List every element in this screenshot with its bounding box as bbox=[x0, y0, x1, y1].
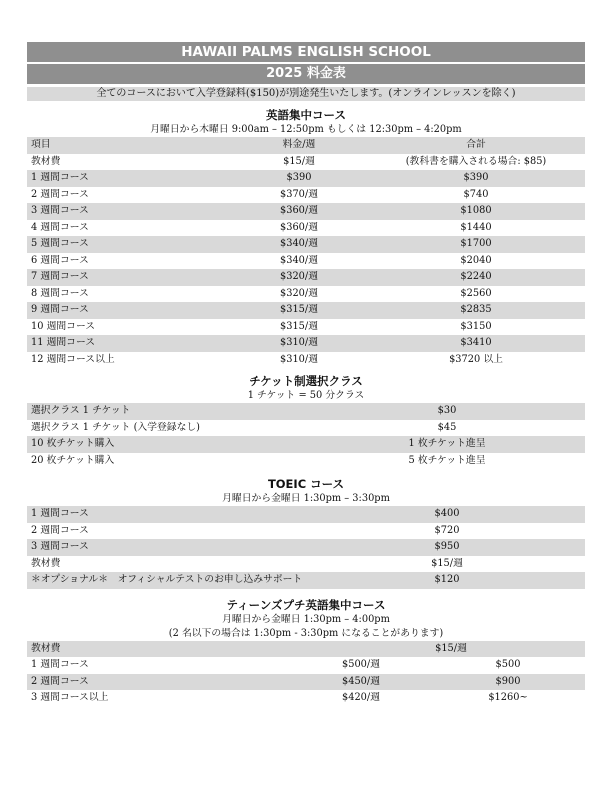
table-row bbox=[27, 674, 585, 691]
row-weekly: $320/週 bbox=[279, 271, 319, 282]
teens-table bbox=[27, 641, 585, 707]
table-row bbox=[27, 556, 585, 573]
row-total: $740 bbox=[463, 188, 489, 200]
row-label: 11 週間コース bbox=[31, 337, 96, 348]
ticket-table bbox=[27, 403, 585, 469]
row-label: 10 枚チケット購入 bbox=[31, 438, 115, 449]
row-weekly: $315/週 bbox=[279, 304, 319, 315]
table-row bbox=[27, 523, 585, 540]
row-weekly: $360/週 bbox=[279, 205, 319, 216]
header-weekly: 料金/週 bbox=[282, 139, 316, 150]
row-label: 2 週間コース bbox=[31, 188, 89, 200]
row-total: $2835 bbox=[460, 304, 492, 315]
row-weekly: $340/週 bbox=[279, 238, 319, 249]
ticket-subtitle: 1 チケット = 50 分クラス bbox=[247, 390, 365, 401]
row-weekly: $310/週 bbox=[279, 353, 319, 365]
row-label: 教材費 bbox=[31, 642, 61, 654]
row-weekly: $370/週 bbox=[279, 188, 319, 200]
table-row bbox=[27, 572, 585, 589]
teens-schedule: 月曜日から金曜日 1:30pm – 4:00pm bbox=[222, 613, 390, 625]
row-label: 教材費 bbox=[31, 155, 61, 167]
row-weekly: $390 bbox=[286, 172, 312, 183]
toeic-schedule: 月曜日から金曜日 1:30pm – 3:30pm bbox=[222, 493, 390, 504]
intensive-header-row bbox=[27, 137, 585, 154]
toeic-table bbox=[27, 506, 585, 589]
row-total: $1700 bbox=[460, 238, 492, 249]
table-row bbox=[27, 302, 585, 319]
toeic-title: TOEIC コース bbox=[267, 477, 345, 491]
table-row bbox=[27, 453, 585, 470]
row-label: 12 週間コース以上 bbox=[31, 353, 115, 365]
table-row bbox=[27, 286, 585, 303]
row-label: 3 週間コース以上 bbox=[31, 692, 109, 703]
row-label: 7 週間コース bbox=[31, 271, 89, 282]
row-value: $720 bbox=[434, 524, 460, 536]
row-weekly: $500/週 bbox=[341, 659, 381, 670]
table-row bbox=[27, 220, 585, 237]
row-value: $30 bbox=[437, 405, 457, 416]
header-total: 合計 bbox=[466, 139, 486, 150]
registration-notice: 全てのコースにおいて入学登録料($150)が別途発生いたします。(オンラインレッスンを除く) bbox=[27, 87, 585, 101]
table-row bbox=[27, 506, 585, 523]
table-row bbox=[27, 641, 585, 658]
row-label: 教材費 bbox=[31, 557, 61, 569]
table-row bbox=[27, 436, 585, 453]
row-total: (教科書を購入される場合: $85) bbox=[405, 155, 547, 167]
row-total: $3410 bbox=[460, 337, 492, 348]
row-total: $1260~ bbox=[488, 692, 528, 703]
row-total: $2240 bbox=[460, 271, 492, 282]
row-total: $900 bbox=[495, 675, 521, 687]
row-value: $950 bbox=[434, 541, 460, 552]
intensive-table bbox=[27, 137, 585, 368]
table-row bbox=[27, 420, 585, 437]
row-weekly: $340/週 bbox=[279, 254, 319, 266]
header-item: 項目 bbox=[31, 139, 51, 150]
row-label: 9 週間コース bbox=[31, 304, 89, 315]
row-label: 3 週間コース bbox=[31, 541, 89, 552]
row-weekly: $320/週 bbox=[279, 287, 319, 299]
table-row bbox=[27, 236, 585, 253]
table-row bbox=[27, 319, 585, 336]
table-row bbox=[27, 335, 585, 352]
table-row bbox=[27, 403, 585, 420]
row-label: 1 週間コース bbox=[31, 659, 89, 670]
table-row bbox=[27, 352, 585, 369]
row-total: $3150 bbox=[460, 320, 492, 332]
table-row bbox=[27, 203, 585, 220]
table-row bbox=[27, 253, 585, 270]
row-value: 1 枚チケット進呈 bbox=[408, 438, 486, 449]
row-value: $120 bbox=[434, 574, 460, 585]
row-weekly: $420/週 bbox=[341, 692, 381, 703]
table-row bbox=[27, 690, 585, 707]
row-label: 選択クラス 1 チケット bbox=[31, 405, 131, 416]
row-value: $45 bbox=[437, 421, 457, 433]
ticket-title: チケット制選択クラス bbox=[249, 374, 363, 388]
row-total: $500 bbox=[495, 659, 521, 670]
table-row bbox=[27, 657, 585, 674]
row-value: $400 bbox=[434, 508, 460, 519]
table-row bbox=[27, 154, 585, 171]
row-label: ＊オプショナル＊ オフィシャルテストのお申し込みサポート bbox=[31, 574, 303, 585]
row-label: 1 週間コース bbox=[31, 508, 89, 519]
table-row bbox=[27, 187, 585, 204]
intensive-title: 英語集中コース bbox=[266, 108, 346, 122]
row-total: $2560 bbox=[460, 287, 492, 299]
teens-title: ティーンズプチ英語集中コース bbox=[226, 597, 386, 612]
row-weekly: $315/週 bbox=[279, 320, 319, 332]
row-total: $1080 bbox=[460, 205, 492, 216]
row-label: 20 枚チケット購入 bbox=[31, 454, 115, 466]
row-weekly: $15/週 bbox=[283, 155, 315, 167]
row-label: 3 週間コース bbox=[31, 205, 89, 216]
row-weekly: $310/週 bbox=[279, 337, 319, 348]
row-label: 6 週間コース bbox=[31, 254, 89, 266]
row-value: $15/週 bbox=[435, 642, 467, 654]
row-total: $2040 bbox=[460, 254, 492, 266]
row-label: 4 週間コース bbox=[31, 221, 89, 233]
row-weekly: $450/週 bbox=[341, 675, 381, 687]
table-row bbox=[27, 170, 585, 187]
table-row bbox=[27, 539, 585, 556]
table-row bbox=[27, 269, 585, 286]
row-label: 8 週間コース bbox=[31, 287, 89, 299]
row-weekly: $360/週 bbox=[279, 221, 319, 233]
sheet-title: 2025 料金表 bbox=[27, 64, 585, 84]
row-total: $3720 以上 bbox=[449, 353, 503, 365]
row-value: 5 枚チケット進呈 bbox=[408, 454, 486, 466]
row-label: 10 週間コース bbox=[31, 320, 96, 332]
row-label: 2 週間コース bbox=[31, 524, 89, 536]
row-label: 1 週間コース bbox=[31, 172, 89, 183]
intensive-schedule: 月曜日から木曜日 9:00am – 12:50pm もしくは 12:30pm – 4:20pm bbox=[150, 124, 462, 135]
price-sheet bbox=[27, 42, 585, 707]
row-total: $390 bbox=[463, 172, 489, 183]
teens-note: (2 名以下の場合は 1:30pm - 3:30pm になることがあります) bbox=[168, 627, 444, 639]
row-label: 5 週間コース bbox=[31, 238, 89, 249]
row-total: $1440 bbox=[460, 221, 492, 233]
row-label: 選択クラス 1 チケット (入学登録なし) bbox=[31, 421, 200, 433]
school-name: HAWAII PALMS ENGLISH SCHOOL bbox=[27, 42, 585, 62]
row-label: 2 週間コース bbox=[31, 675, 89, 687]
row-value: $15/週 bbox=[431, 557, 463, 569]
